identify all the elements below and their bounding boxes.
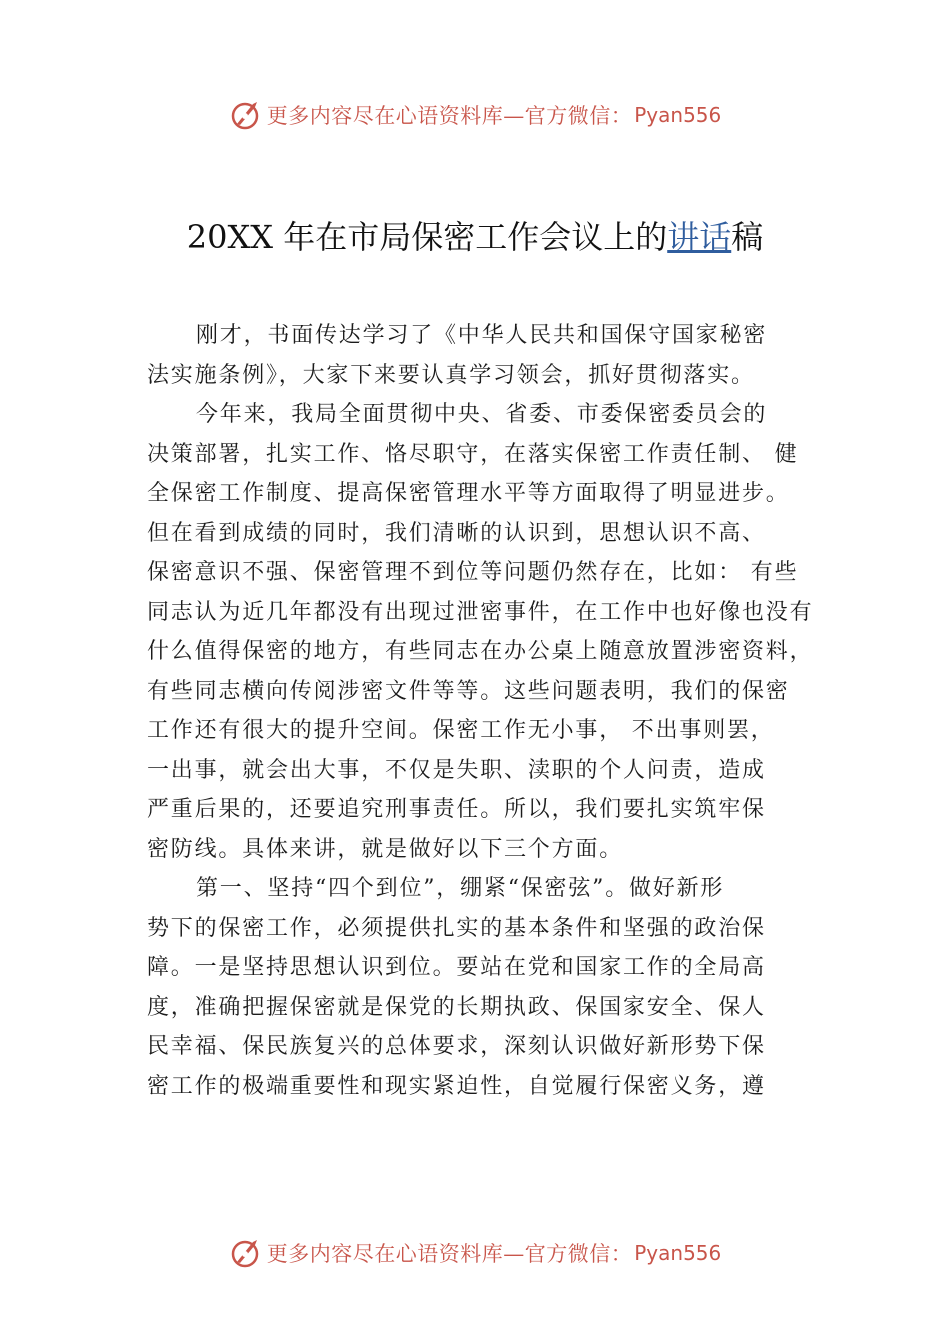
text-line: 决策部署，扎实工作、恪尽职守，在落实保密工作责任制、 健: [147, 441, 799, 467]
text-line: 同志认为近几年都没有出现过泄密事件，在工作中也好像也没有: [147, 599, 814, 625]
title-suffix: 稿: [731, 218, 764, 256]
text-line: 全保密工作制度、提高保密管理水平等方面取得了明显进步。: [147, 481, 790, 506]
banner-text: 更多内容尽在心语资料库—官方微信：: [266, 1242, 633, 1266]
text-line: 但在看到成绩的同时，我们清晰的认识到，思想认识不高、: [147, 520, 766, 546]
text-line: 保密意识不强、保密管理不到位等问题仍然存在，比如： 有些: [147, 560, 799, 585]
quill-circle-icon: [229, 1236, 263, 1270]
text-line: 今年来，我局全面贯彻中央、省委、市委保密委员会的: [196, 402, 768, 427]
text-line: 什么值得保密的地方，有些同志在办公桌上随意放置涉密资料，: [147, 639, 814, 664]
banner-text: 更多内容尽在心语资料库—官方微信：: [266, 104, 633, 128]
text-line: 度，准确把握保密就是保党的长期执政、保国家安全、保人: [147, 994, 766, 1020]
title-link[interactable]: 讲话: [667, 218, 732, 256]
header-banner: [0, 95, 950, 135]
title-text: 20XX 年在市局保密工作会议上的: [186, 218, 668, 256]
quill-circle-icon: [229, 98, 263, 132]
document-body: [147, 316, 837, 1106]
text-line: 民幸福、保民族复兴的总体要求，深刻认识做好新形势下保: [147, 1034, 766, 1059]
text-line: 第一、坚持“四个到位”，绷紧“保密弦”。做好新形: [196, 876, 725, 901]
text-line: 障。一是坚持思想认识到位。要站在党和国家工作的全局高: [147, 955, 766, 980]
text-line: 一出事，就会出大事，不仅是失职、渎职的个人问责，造成: [147, 757, 766, 783]
wechat-id: Pyan556: [634, 103, 722, 127]
wechat-id: Pyan556: [634, 1241, 722, 1265]
text-line: 刚才，书面传达学习了《中华人民共和国保守国家秘密: [196, 323, 768, 348]
text-line: 严重后果的，还要追究刑事责任。所以，我们要扎实筑牢保: [147, 797, 766, 822]
document-title: [0, 218, 950, 256]
text-line: 有些同志横向传阅涉密文件等等。这些问题表明，我们的保密: [147, 678, 790, 704]
text-line: 工作还有很大的提升空间。保密工作无小事， 不出事则罢，: [147, 718, 775, 743]
text-line: 法实施条例》，大家下来要认真学习领会，抓好贯彻落实。: [147, 362, 755, 388]
text-line: 密防线。具体来讲，就是做好以下三个方面。: [147, 836, 624, 862]
text-line: 势下的保密工作，必须提供扎实的基本条件和坚强的政治保: [147, 915, 766, 941]
footer-banner: [0, 1233, 950, 1273]
text-line: 密工作的极端重要性和现实紧迫性，自觉履行保密义务，遵: [147, 1073, 766, 1099]
